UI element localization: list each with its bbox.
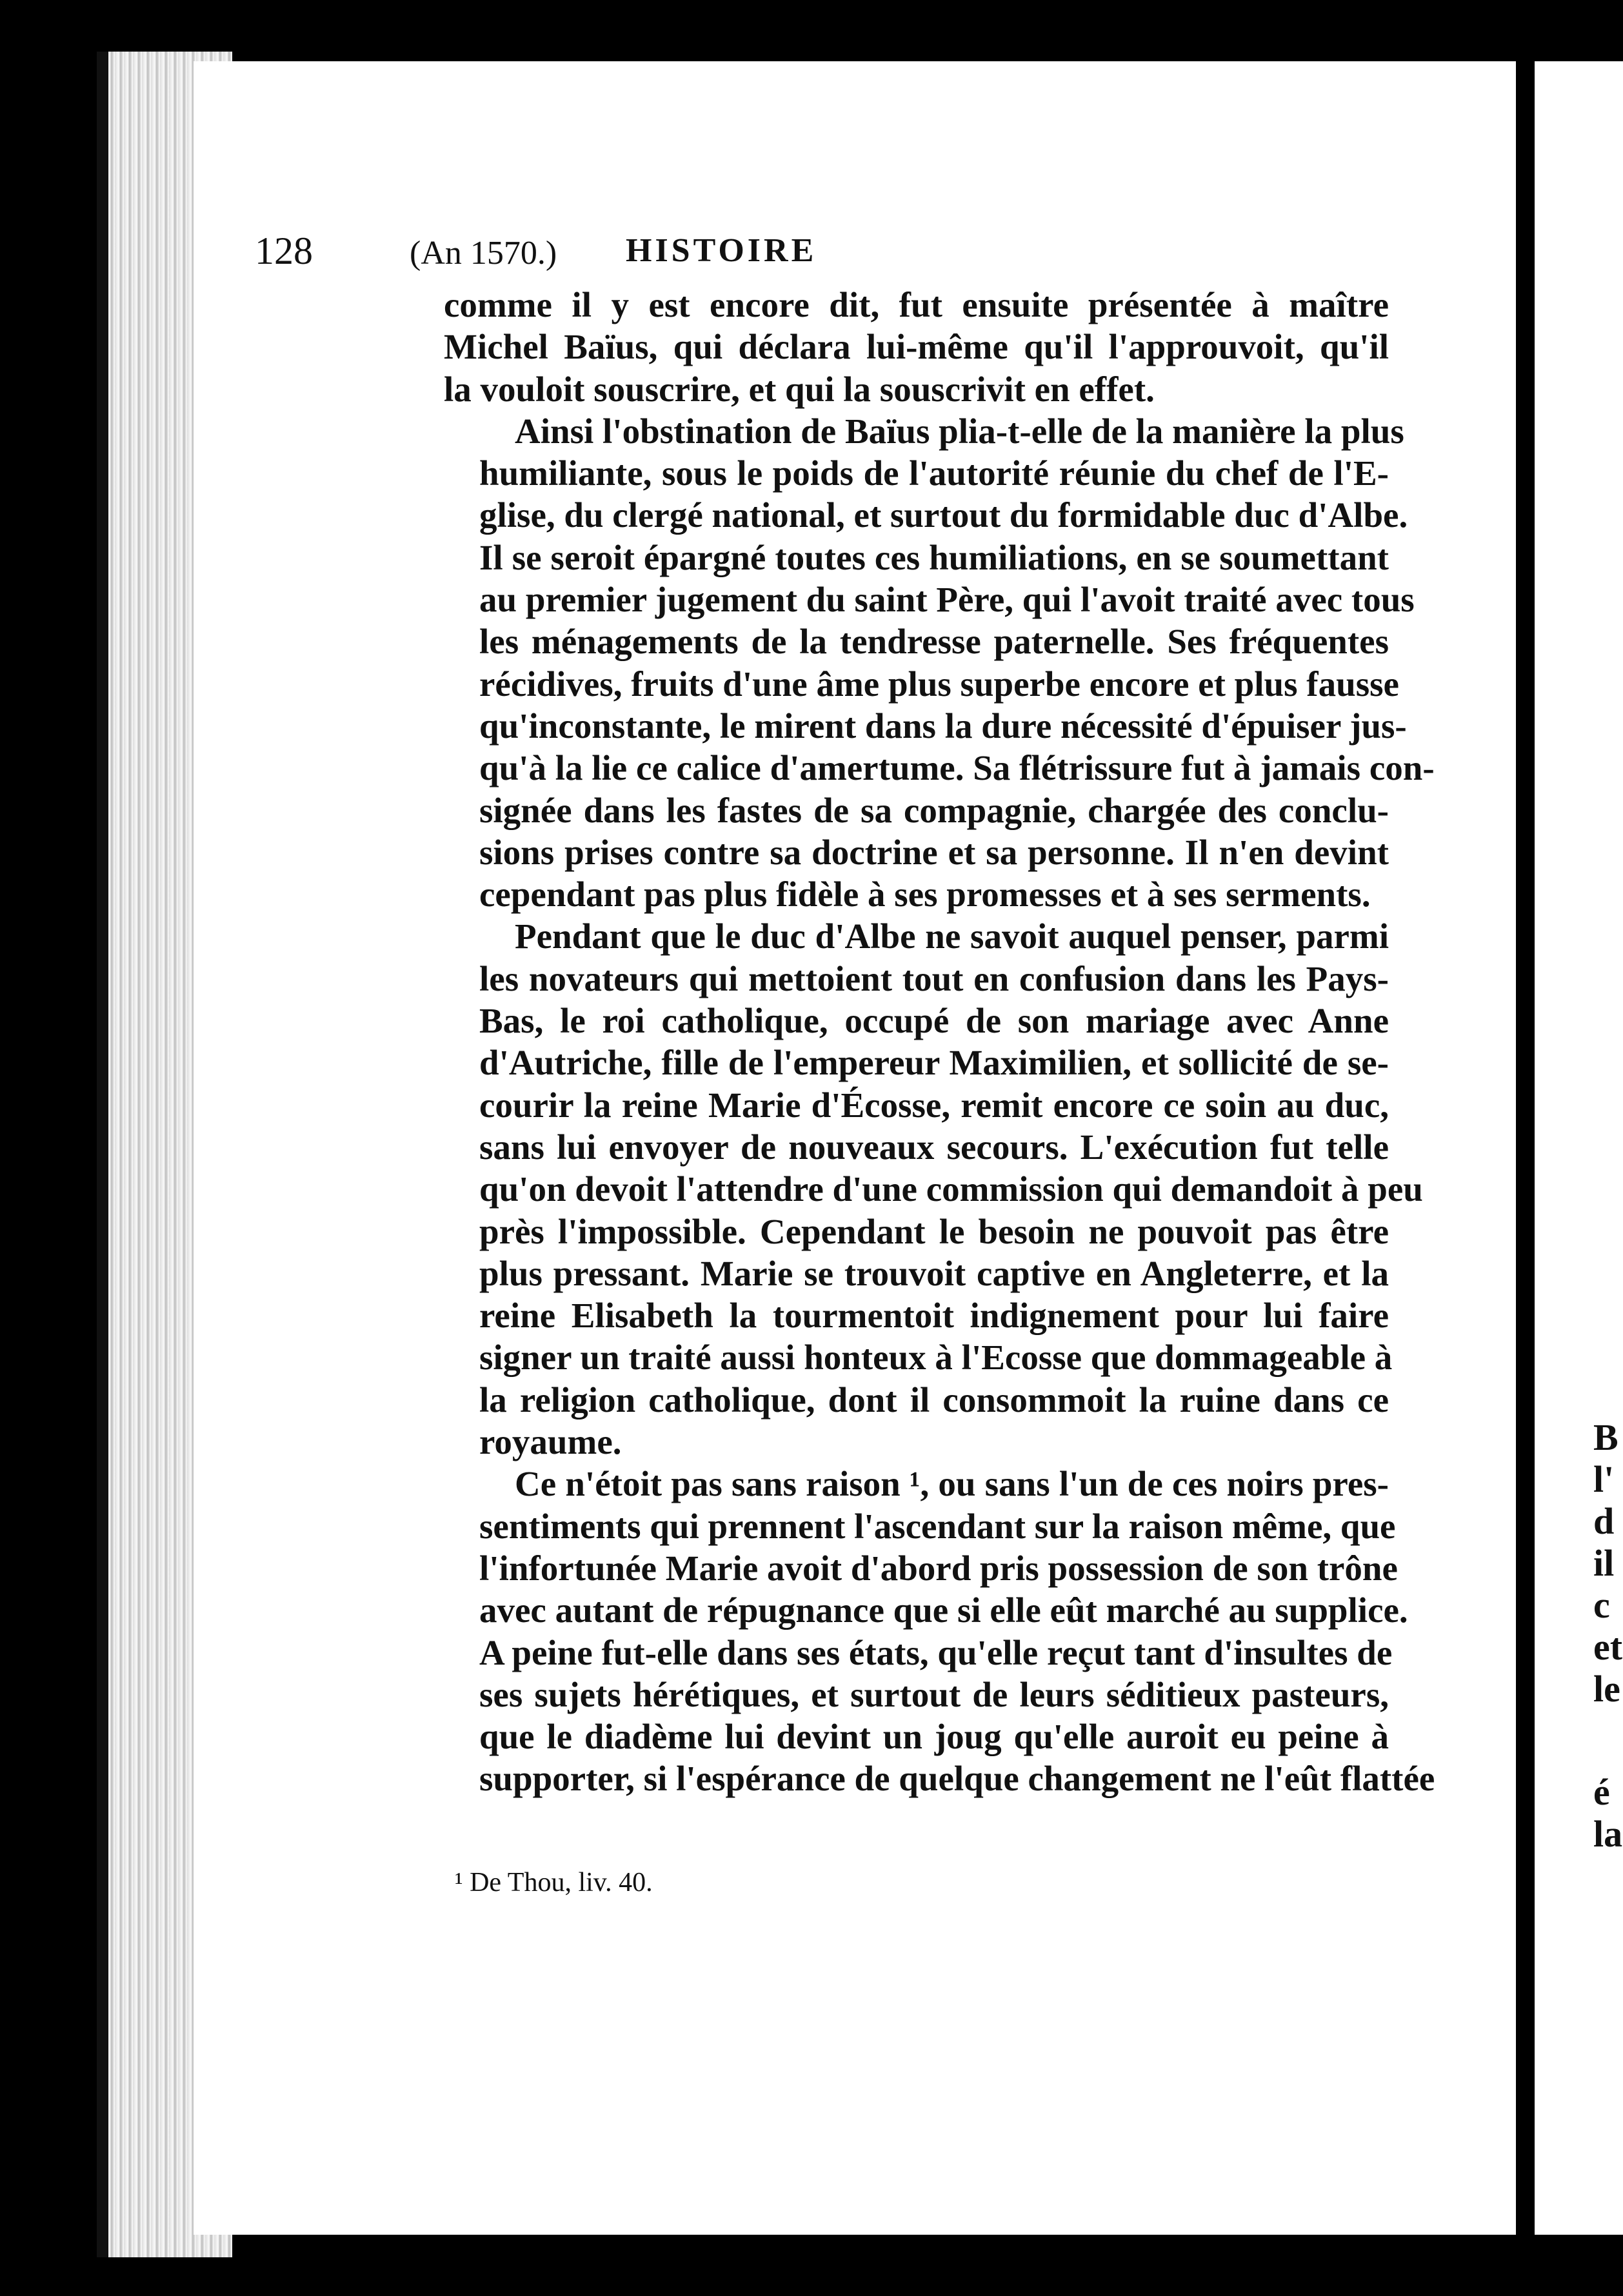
text-line: courir la reine Marie d'Écosse, remit encore ce soin au duc, [479, 1085, 1389, 1125]
facing-page-fragment: B [1593, 1416, 1618, 1458]
facing-page-fragment: c [1593, 1584, 1610, 1626]
page-number: 128 [255, 230, 313, 272]
binding-shadow [97, 52, 108, 2257]
text-line: sentiments qui prennent l'ascendant sur la raison même, que [479, 1506, 1396, 1546]
facing-page-fragment: l' [1593, 1458, 1615, 1500]
text-line: plus pressant. Marie se trouvoit captive en Angleterre, et la [479, 1253, 1389, 1293]
running-year: (An 1570.) [410, 235, 557, 272]
facing-page-fragment: et [1593, 1626, 1623, 1668]
running-title: HISTOIRE [626, 232, 817, 269]
paragraph [444, 915, 1423, 1463]
text-line: supporter, si l'espérance de quelque changement ne l'eût flattée [479, 1759, 1435, 1799]
paragraph [444, 1463, 1435, 1799]
text-line: reine Elisabeth la tourmentoit indignement pour lui faire [479, 1296, 1389, 1336]
text-line: avec autant de répugnance que si elle eût marché au supplice. [479, 1590, 1408, 1630]
text-line: d'Autriche, fille de l'empereur Maximilien, et sollicité de se- [479, 1043, 1389, 1083]
running-header [255, 229, 1377, 287]
facing-page-fragment: le [1593, 1668, 1620, 1710]
text-line: glise, du clergé national, et surtout du formidable duc d'Albe. [479, 495, 1408, 535]
facing-page-fragment: il [1593, 1542, 1615, 1584]
text-line: la religion catholique, dont il consommoit la ruine dans ce [479, 1380, 1389, 1420]
facing-page-fragment: d [1593, 1500, 1615, 1542]
facing-page-fragment: é [1593, 1771, 1610, 1813]
text-line: Michel Baïus, qui déclara lui-même qu'il l'approuvoit, qu'il [444, 327, 1389, 367]
text-line: royaume. [479, 1422, 622, 1462]
text-line: les ménagements de la tendresse paternelle. Ses fréquentes [479, 622, 1389, 662]
text-line: qu'à la lie ce calice d'amertume. Sa flétrissure fut à jamais con- [479, 748, 1435, 788]
paragraph [444, 410, 1435, 916]
text-line: comme il y est encore dit, fut ensuite présentée à maître [444, 285, 1389, 324]
text-line: humiliante, sous le poids de l'autorité réunie du chef de l'E- [479, 453, 1389, 493]
facing-page-fragment: la [1593, 1813, 1623, 1855]
text-line: sans lui envoyer de nouveaux secours. L'exécution fut telle [479, 1127, 1389, 1167]
footnote: ¹ De Thou, liv. 40. [455, 1868, 653, 1897]
text-line: au premier jugement du saint Père, qui l'avoit traité avec tous [479, 580, 1415, 620]
text-line: Il se seroit épargné toutes ces humiliations, en se soumettant [479, 537, 1389, 577]
text-line: la vouloit souscrire, et qui la souscrivit en effet. [444, 369, 1155, 409]
text-line: l'infortunée Marie avoit d'abord pris possession de son trône [479, 1548, 1398, 1588]
text-line: que le diadème lui devint un joug qu'elle auroit eu peine à [479, 1717, 1389, 1757]
text-line: A peine fut-elle dans ses états, qu'elle reçut tant d'insultes de [479, 1632, 1393, 1672]
text-line: les novateurs qui mettoient tout en confusion dans les Pays- [479, 958, 1389, 998]
text-line: qu'on devoit l'attendre d'une commission qui demandoit à peu [479, 1169, 1423, 1209]
text-line: récidives, fruits d'une âme plus superbe encore et plus fausse [479, 664, 1399, 704]
text-line: Ce n'étoit pas sans raison ¹, ou sans l'un de ces noirs pres- [515, 1464, 1389, 1504]
paragraph [444, 284, 1389, 410]
text-line: Ainsi l'obstination de Baïus plia-t-elle de la manière la plus [515, 411, 1404, 451]
text-line: cependant pas plus fidèle à ses promesses et à ses serments. [479, 875, 1371, 915]
text-line: qu'inconstante, le mirent dans la dure nécessité d'épuiser jus- [479, 706, 1407, 746]
body-text [444, 284, 1435, 1800]
text-line: Bas, le roi catholique, occupé de son mariage avec Anne [479, 1001, 1389, 1041]
text-line: ses sujets hérétiques, et surtout de leurs séditieux pasteurs, [479, 1674, 1389, 1714]
text-line: Pendant que le duc d'Albe ne savoit auquel penser, parmi [515, 916, 1389, 956]
text-line: sions prises contre sa doctrine et sa personne. Il n'en devint [479, 832, 1389, 872]
text-line: signée dans les fastes de sa compagnie, chargée des conclu- [479, 790, 1389, 830]
text-line: signer un traité aussi honteux à l'Ecosse que dommageable à [479, 1338, 1393, 1378]
facing-page-edge [1526, 61, 1623, 2235]
text-line: près l'impossible. Cependant le besoin ne pouvoit pas être [479, 1211, 1389, 1251]
